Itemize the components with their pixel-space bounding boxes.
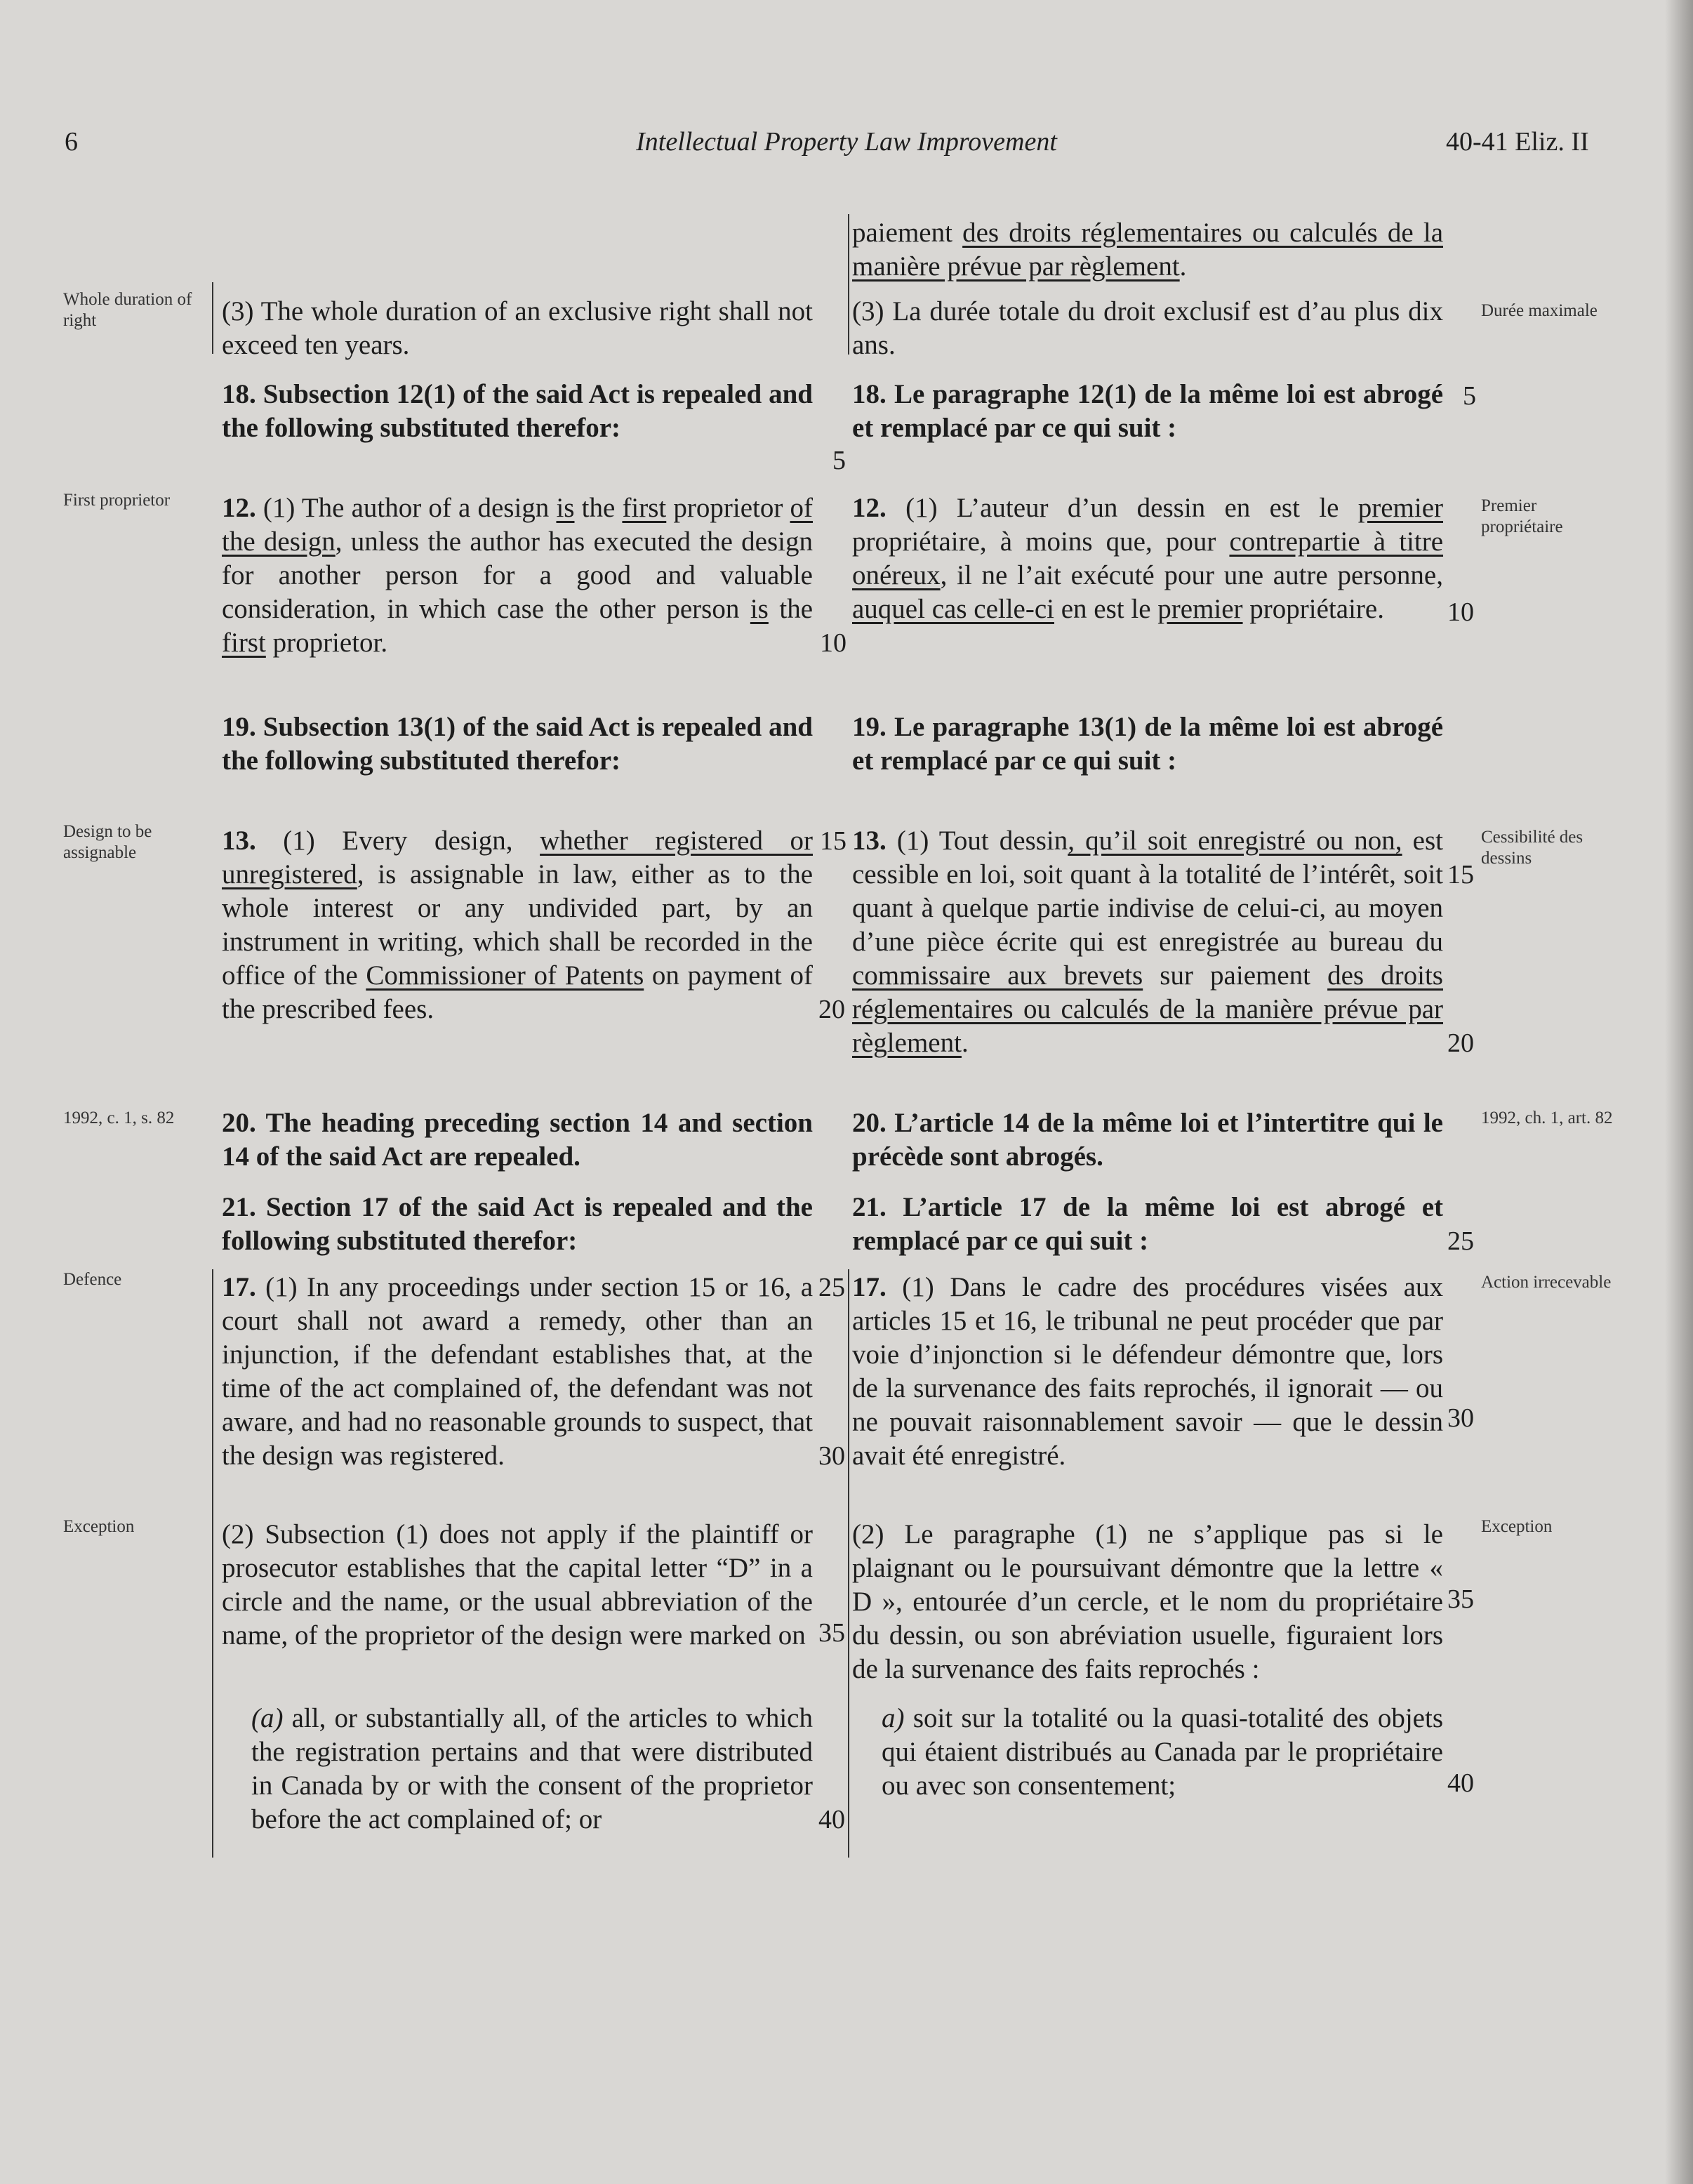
margin-note-exception-fr: Exception xyxy=(1481,1517,1553,1536)
text: , is assignable in law, either as to the whole interest or any undivided part, by an instrument in writing, which shall be recorded in the office of the xyxy=(222,859,813,991)
underlined-text: first xyxy=(222,628,266,658)
fr-clause-19 xyxy=(852,710,1443,778)
text: paiement xyxy=(852,218,963,248)
en-clause-18 xyxy=(222,378,813,445)
fr-clause-19-number: 19. xyxy=(852,712,887,742)
en-s12-1 xyxy=(222,491,813,660)
fr-line-number: 35 xyxy=(1447,1584,1474,1614)
en-s12-3: (3) The whole duration of an exclusive right shall not exceed ten years. xyxy=(222,296,813,360)
text: propriétaire. xyxy=(1242,594,1384,624)
text: proprietor. xyxy=(265,628,388,658)
regnal-year: 40-41 Eliz. II xyxy=(1446,127,1589,157)
en-clause-21-text: Section 17 of the said Act is repealed and the following substituted therefor: xyxy=(222,1192,813,1256)
fr-line-number: 15 xyxy=(1447,860,1474,889)
fr-s13-number: 13. xyxy=(852,826,887,856)
fr-line-number: 5 xyxy=(1463,381,1476,411)
fr-continuation xyxy=(852,216,1443,284)
fr-clause-18-text: Le paragraphe 12(1) de la même loi est abrogé et remplacé par ce qui suit : xyxy=(852,379,1444,443)
fr-s17-1 xyxy=(852,1271,1443,1473)
margin-note-whole-duration: Whole duration of right xyxy=(63,290,192,330)
text: proprietor xyxy=(666,493,790,523)
text: . xyxy=(1179,251,1187,282)
running-title: Intellectual Property Law Improvement xyxy=(636,127,1057,157)
text: propriétaire, à moins que, pour xyxy=(852,527,1230,557)
text: . xyxy=(961,1028,969,1058)
underlined-text: is xyxy=(750,594,769,624)
text: (1) Every design, xyxy=(283,826,540,856)
en-s17-1 xyxy=(222,1271,813,1473)
margin-note-duree-maximale: Durée maximale xyxy=(1481,301,1598,320)
underlined-text: des droits réglementaires ou calculés de la manière prévue par règlement xyxy=(852,218,1443,282)
text: the xyxy=(768,594,814,624)
fr-line-number: 30 xyxy=(1447,1403,1474,1433)
change-bar xyxy=(212,1269,213,1858)
underlined-text: des droits réglementaires ou calculés de la manière prévue par règlement xyxy=(852,960,1443,1058)
text: (1) In any proceedings under section 15 or 16, a court shall not award a remedy, other than an injunction, if the defendant establishes that, at the time of the act complained of, the defendant was not aware, and had no reasonable grounds to suspect, that the design was registered. xyxy=(222,1272,814,1471)
text: soit sur la totalité ou la quasi-totalité des objets qui étaient distribués au Canada par le propriétaire ou avec son consentement; xyxy=(882,1703,1443,1801)
page-number: 6 xyxy=(65,127,78,157)
fr-line-number: 20 xyxy=(1447,1028,1474,1058)
text: (1) Tout dessin xyxy=(896,826,1068,856)
fr-clause-20-number: 20. xyxy=(852,1108,887,1138)
underlined-text: whether registered or unregistered xyxy=(222,826,813,889)
underlined-text: first xyxy=(622,493,667,523)
en-s17-number: 17. xyxy=(222,1272,256,1302)
en-s17-2: (2) Subsection (1) does not apply if the plaintiff or prosecutor establishes that the capital letter “D” in a circle and the name, or the usual abbreviation of the name, of the proprietor of the design were marked on xyxy=(222,1519,813,1650)
fr-clause-20 xyxy=(852,1106,1443,1174)
fr-line-number: 25 xyxy=(1447,1226,1474,1256)
margin-note-design-assignable: Design to be assignable xyxy=(63,822,152,862)
paragraph-label: a) xyxy=(882,1703,905,1733)
underlined-text: is xyxy=(556,493,575,523)
text: , unless the author has executed the design for another person for a good and valuable consideration, in which case the other person xyxy=(222,527,814,624)
text: , il ne l’ait exécuté pour une autre personne, xyxy=(940,560,1443,590)
en-line-number: 30 xyxy=(818,1441,845,1471)
text: all, or substantially all, of the articles to which the registration pertains and that were distributed in Canada by or with the consent of the proprietor before the act complained of; or xyxy=(251,1703,813,1834)
en-s12-number: 12. xyxy=(222,493,256,523)
en-clause-20-text: The heading preceding section 14 and section 14 of the said Act are repealed. xyxy=(222,1108,813,1172)
en-clause-21-number: 21. xyxy=(222,1192,256,1222)
fr-s12-number: 12. xyxy=(852,493,887,523)
en-clause-19-number: 19. xyxy=(222,712,256,742)
underlined-text: of the design xyxy=(222,493,814,557)
margin-note-1992-c1-s82: 1992, c. 1, s. 82 xyxy=(63,1108,175,1127)
en-line-number: 40 xyxy=(818,1805,845,1834)
margin-note-exception: Exception xyxy=(63,1517,135,1536)
underlined-text: commissaire aux brevets xyxy=(852,960,1143,991)
en-clause-19-text: Subsection 13(1) of the said Act is repealed and the following substituted therefor: xyxy=(222,712,813,776)
en-line-number: 15 xyxy=(820,826,846,856)
text: sur paiement xyxy=(1143,960,1328,991)
en-s13-1 xyxy=(222,824,813,1026)
en-line-number: 10 xyxy=(820,628,846,658)
en-line-number: 5 xyxy=(832,446,846,475)
en-clause-18-number: 18. xyxy=(222,379,256,409)
text: (1) L’auteur d’un dessin en est le xyxy=(905,493,1358,523)
fr-line-number: 10 xyxy=(1447,597,1474,627)
margin-note-cessibilite: Cessibilité des dessins xyxy=(1481,828,1584,868)
en-clause-18-text: Subsection 12(1) of the said Act is repealed and the following substituted therefor: xyxy=(222,379,813,443)
en-s13-number: 13. xyxy=(222,826,256,856)
underlined-text: contrepartie à titre onéreux xyxy=(852,527,1444,590)
margin-note-action-irrecevable: Action irrecevable xyxy=(1481,1273,1612,1292)
text: (1) Dans le cadre des procédures visées aux articles 15 et 16, le tribunal ne peut procéder que par voie d’injonction si le défendeur démontre que, lors de la survenance des faits reprochés, il ignorait — ou ne pouvait raisonnablement savoir — que le dessin avait été enregistré. xyxy=(852,1272,1443,1471)
fr-s13-1 xyxy=(852,824,1443,1060)
underlined-text: auquel cas celle-ci xyxy=(852,594,1054,624)
change-bar xyxy=(212,282,213,354)
en-line-number: 25 xyxy=(818,1273,845,1302)
en-line-number: 20 xyxy=(818,995,845,1024)
underlined-text: , qu’il soit enregistré ou non, xyxy=(1068,826,1402,856)
margin-note-defence: Defence xyxy=(63,1270,122,1289)
en-clause-21 xyxy=(222,1191,813,1258)
fr-clause-18 xyxy=(852,378,1443,445)
text: en est le xyxy=(1054,594,1158,624)
en-clause-20-number: 20. xyxy=(222,1108,256,1138)
text: est cessible en loi, soit quant à la totalité de l’intérêt, soit quant à quelque partie indivise de celui-ci, au moyen d’une pièce écrite qui est enregistrée au bureau du xyxy=(852,826,1443,957)
text: (1) The author of a design xyxy=(263,493,557,523)
paragraph-label: (a) xyxy=(251,1703,284,1733)
change-bar xyxy=(848,1269,849,1858)
fr-s12-3: (3) La durée totale du droit exclusif est d’au plus dix ans. xyxy=(852,296,1443,360)
underlined-text: Commissioner of Patents xyxy=(366,960,644,991)
fr-s12-1 xyxy=(852,491,1443,626)
fr-clause-21 xyxy=(852,1191,1443,1258)
en-s17-2-a xyxy=(251,1702,813,1836)
fr-clause-19-text: Le paragraphe 13(1) de la même loi est abrogé et remplacé par ce qui suit : xyxy=(852,712,1444,776)
fr-clause-20-text: L’article 14 de la même loi et l’intertitre qui le précède sont abrogés. xyxy=(852,1108,1443,1172)
en-clause-20 xyxy=(222,1106,813,1174)
margin-note-first-proprietor: First proprietor xyxy=(63,491,171,510)
en-line-number: 35 xyxy=(818,1618,845,1648)
change-bar xyxy=(848,214,849,355)
fr-clause-21-text: L’article 17 de la même loi est abrogé et remplacé par ce qui suit : xyxy=(852,1192,1443,1256)
underlined-text: premier xyxy=(1357,493,1443,523)
page-edge-shadow xyxy=(1665,0,1693,2184)
margin-note-1992-ch1-art82: 1992, ch. 1, art. 82 xyxy=(1481,1108,1613,1127)
text: on payment of the prescribed fees. xyxy=(222,960,813,1024)
fr-clause-21-number: 21. xyxy=(852,1192,887,1222)
en-clause-19 xyxy=(222,710,813,778)
fr-s17-2: (2) Le paragraphe (1) ne s’applique pas si le plaignant ou le poursuivant démontre que la lettre « D », entourée d’un cercle, et le nom du propriétaire du dessin, ou son abréviation usuelle, figuraient lors de la survenance des faits reprochés : xyxy=(852,1519,1443,1684)
fr-line-number: 40 xyxy=(1447,1768,1474,1798)
fr-clause-18-number: 18. xyxy=(852,379,887,409)
fr-s17-2-a xyxy=(882,1702,1443,1803)
margin-note-premier-proprietaire: Premier propriétaire xyxy=(1481,496,1563,536)
fr-s17-number: 17. xyxy=(852,1272,887,1302)
text: the xyxy=(574,493,623,523)
underlined-text: premier xyxy=(1157,594,1243,624)
